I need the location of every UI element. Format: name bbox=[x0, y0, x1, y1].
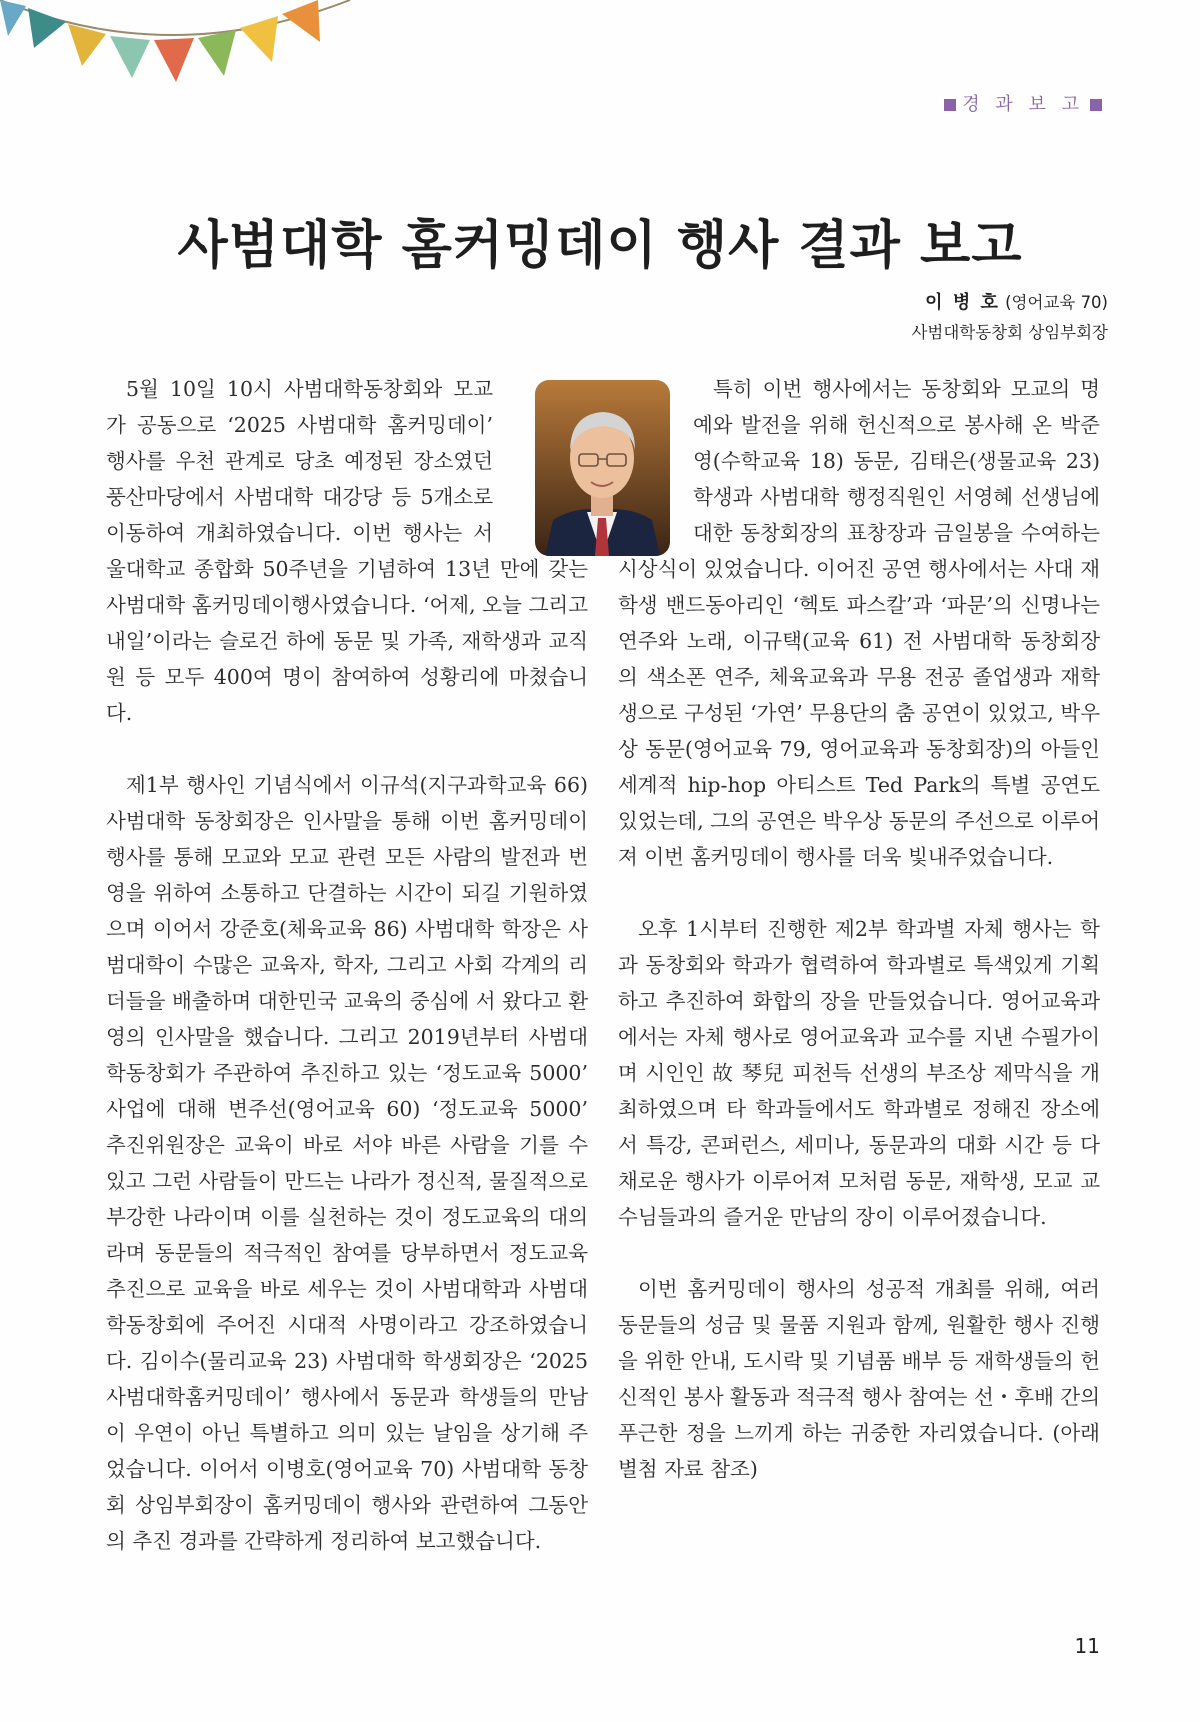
author-role: 사범대학동창회 상임부회장 bbox=[911, 323, 1108, 342]
right-paragraph-3: 이번 홈커밍데이 행사의 성공적 개최를 위해, 여러 동문들의 성금 및 물품 지원과 함께, 원활한 행사 진행을 위한 안내, 도시락 및 기념품 배부 등 재학생들의 헌신적인 봉사 활동과 적극적 행사 참여는 선・후배 간의 푸근한 정을 느끼게 하는 귀중한 자리였습니다. (아래 별첨 자료 참조) bbox=[618, 1277, 1100, 1481]
author-block bbox=[911, 288, 1108, 348]
page-title: 사범대학 홈커밍데이 행사 결과 보고 bbox=[177, 215, 1023, 276]
bunting-flags bbox=[0, 0, 320, 82]
left-paragraph-1: 5월 10일 10시 사범대학동창회와 모교가 공동으로 ‘2025 사범대학 홈커밍데이’ 행사를 우천 관계로 당초 예정된 장소였던 풍산마당에서 사범대학 대강당 등 5개소로 이동하여 개최하였습니다. 이번 행사는 서울대학교 종합화 50주년을 기념하여 13년 만에 갖는 사범대학 홈커밍데이행사였습니다. ‘어제, 오늘 그리고 내일’이라는 슬로건 하에 동문 및 가족, 재학생과 교직원 등 모두 400여 명이 참여하여 성황리에 마쳤습니다. bbox=[106, 377, 588, 725]
section-tag bbox=[938, 90, 1108, 116]
left-paragraph-2: 제1부 행사인 기념식에서 이규석(지구과학교육 66) 사범대학 동창회장은 인사말을 통해 이번 홈커밍데이 행사를 통해 모교와 모교 관련 모든 사람의 발전과 번영을 위하여 소통하고 단결하는 시간이 되길 기원하였으며 이어서 강준호(체육교육 86) 사범대학 학장은 사범대학이 수많은 교육자, 학자, 그리고 사회 각계의 리더들을 배출하며 대한민국 교육의 중심에 서 왔다고 환영의 인사말을 했습니다. 그리고 2019년부터 사범대학동창회가 주관하여 추진하고 있는 ‘정도교육 5000’ 사업에 대해 변주선(영어교육 60) ‘정도교육 5000’ 추진위원장은 교육이 바로 서야 바른 사람을 기를 수 있고 그런 사람들이 만드는 나라가 정신적, 물질적으로 부강한 나라이며 이를 실천하는 것이 정도교육의 대의라며 동문들의 적극적인 참여를 당부하면서 정도교육 추진으로 교육을 바로 세우는 것이 사범대학과 사범대학동창회에 주어진 시대적 사명이라고 강조하였습니다. 김이수(물리교육 23) 사범대학 학생회장은 ‘2025 사범대학홈커밍데이’ 행사에서 동문과 학생들의 만남이 우연이 아닌 특별하고 의미 있는 날임을 상기해 주었습니다. 이어서 이병호(영어교육 70) 사범대학 동창회 상임부회장이 홈커밍데이 행사와 관련하여 그동안의 추진 경과를 간략하게 정리하여 보고했습니다. bbox=[106, 773, 588, 1553]
right-column bbox=[618, 371, 1100, 1487]
bunting-decoration bbox=[0, 0, 360, 95]
author-name: 이 병 호 bbox=[925, 292, 1000, 313]
author-dept: (영어교육 70) bbox=[1005, 293, 1108, 312]
right-paragraph-2: 오후 1시부터 진행한 제2부 학과별 자체 행사는 학과 동창회와 학과가 협력하여 학과별로 특색있게 기획하고 추진하여 화합의 장을 만들었습니다. 영어교육과에서는 자체 행사로 영어교육과 교수를 지낸 수필가이며 시인인 故 琴兒 피천득 선생의 부조상 제막식을 개최하였으며 타 학과들에서도 학과별로 정해진 장소에서 특강, 콘퍼런스, 세미나, 동문과의 대화 시간 등 다채로운 행사가 이루어져 모처럼 동문, 재학생, 모교 교수님들과의 즐거운 만남의 장이 이루어졌습니다. bbox=[618, 917, 1100, 1229]
section-tag-label: 경 과 보 고 bbox=[962, 94, 1084, 115]
page-number: 11 bbox=[1074, 1634, 1100, 1658]
right-paragraph-1: 특히 이번 행사에서는 동창회와 모교의 명예와 발전을 위해 헌신적으로 봉사해 온 박준영(수학교육 18) 동문, 김태은(생물교육 23) 학생과 사범대학 행정직원인 서영혜 선생님에 대한 동창회장의 표창장과 금일봉을 수여하는 시상식이 있었습니다. 이어진 공연 행사에서는 사대 재학생 밴드동아리인 ‘헥토 파스칼’과 ‘파문’의 신명나는 연주와 노래, 이규택(교육 61) 전 사범대학 동창회장의 색소폰 연주, 체육교육과 무용 전공 졸업생과 재학생으로 구성된 ‘가연’ 무용단의 춤 공연이 있었고, 박우상 동문(영어교육 79, 영어교육과 동창회장)의 아들인 세계적 hip-hop 아티스트 Ted Park의 특별 공연도 있었는데, 그의 공연은 박우상 동문의 주선으로 이루어져 이번 홈커밍데이 행사를 더욱 빛내주었습니다. bbox=[618, 377, 1100, 869]
photo-spacer-right bbox=[618, 371, 693, 551]
photo-spacer-left bbox=[493, 371, 588, 551]
left-column bbox=[106, 371, 588, 1559]
